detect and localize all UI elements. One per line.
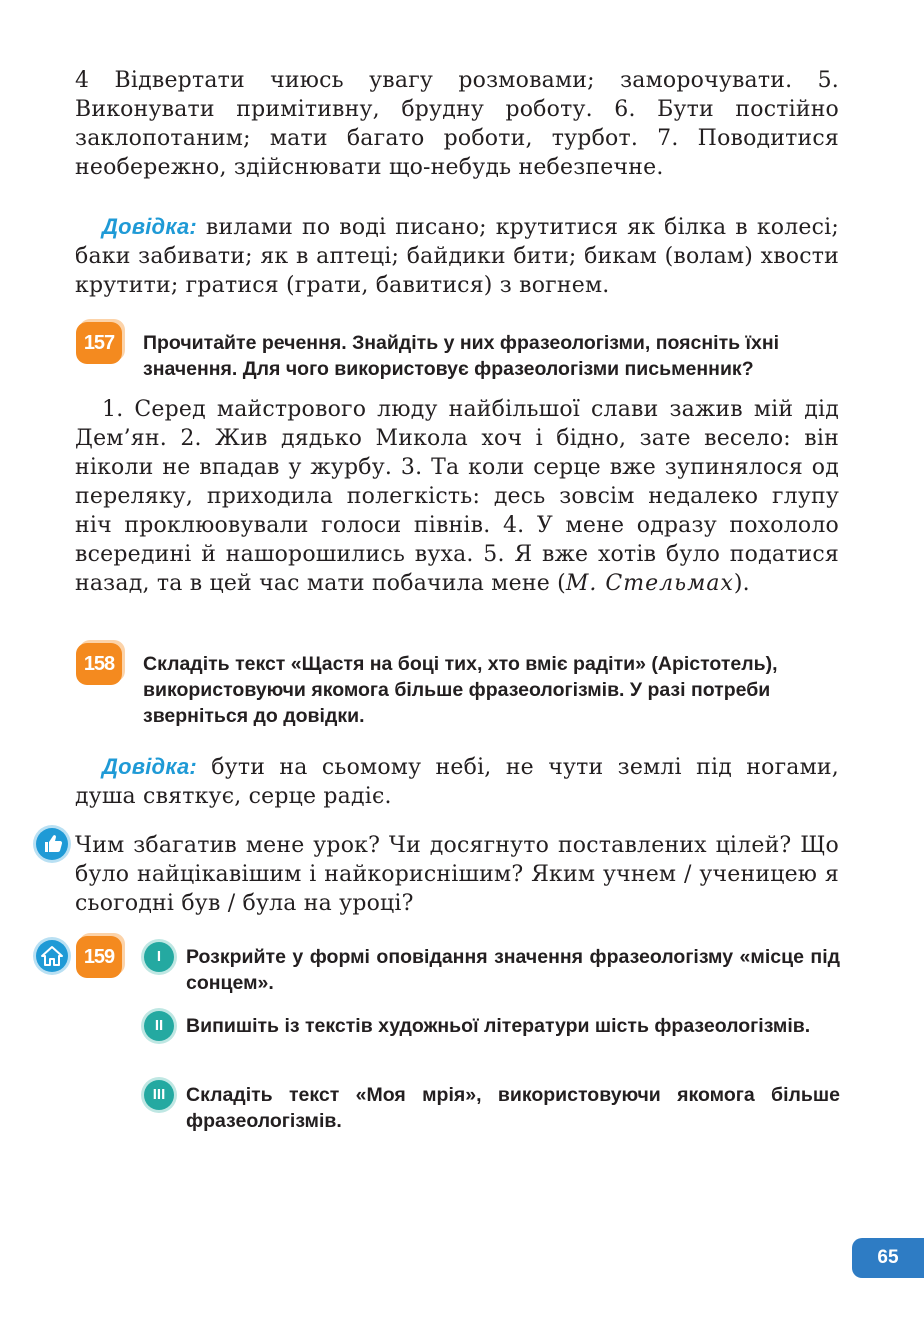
exercise-task: Складіть текст «Щастя на боці тих, хто вміє радіти» (Арістотель), використовуючи якомога більше фразеологізмів. У разі потреби зверніться до довідки. xyxy=(143,653,778,727)
reference-text: вилами по воді писано; крутитися як білка в колесі; баки забивати; як в аптеці; байдики бити; бикам (волам) хвости крутити; гратися (грати, бавитися) з вогнем. xyxy=(75,215,839,298)
level-task: Складіть текст «Моя мрія», використовуючи якомога більше фразеологізмів. xyxy=(186,1084,840,1132)
exercise-text-body: 1. Серед майстрового люду найбільшої слави зажив мій дід Дем’ян. 2. Жив дядько Микола хоч і бідно, зате весело: він ніколи не впадав у журбу. 3. Та коли серце вже зупинялося од переляку, приходила полегкість: десь зовсім недалеко глупу ніч проклюовували голоси півнів. 4. У мене одразу похололо всередині й нашорошились вуха. 5. Я вже хотів було податися назад, та в цей час мати побачила мене ( xyxy=(75,397,839,596)
level-badge: II xyxy=(144,1011,174,1041)
reference-label: Довідка: xyxy=(102,754,197,779)
house-icon xyxy=(36,940,68,972)
exercise-number-badge: 157 xyxy=(76,322,122,364)
level-task: Випишіть із текстів художньої літератури шість фразеологізмів. xyxy=(186,1015,811,1037)
intro-paragraph: 4 Відвертати чиюсь увагу розмовами; заморочувати. 5. Виконувати примітивну, брудну роботу. 6. Бути постійно заклопотаним; мати багато роботи, турбот. 7. Поводитися необережно, здійснювати що-небудь небезпечне. xyxy=(75,68,839,180)
exercise-number-badge: 159 xyxy=(76,936,122,978)
level-badge: III xyxy=(144,1080,174,1110)
page-number: 65 xyxy=(852,1238,924,1278)
reflection-text: Чим збагатив мене урок? Чи досягнуто поставлених цілей? Що було найцікавішим і найкориснішим? Яким учнем / ученицею я сьогодні був / була на уроці? xyxy=(75,833,839,916)
exercise-text-end: ). xyxy=(733,571,750,596)
exercise-number-badge: 158 xyxy=(76,643,122,685)
exercise-text xyxy=(75,395,839,598)
level-badge: I xyxy=(144,942,174,972)
reference-block xyxy=(75,212,839,300)
author-name: М. Стельмах xyxy=(565,571,734,596)
reference-text: бути на сьомому небі, не чути землі під ногами, душа святкує, серце радіє. xyxy=(75,755,839,809)
thumbs-up-icon xyxy=(36,828,68,860)
exercise-task: Прочитайте речення. Знайдіть у них фразеологізми, поясніть їхні значення. Для чого використовує фразеологізми письменник? xyxy=(143,332,780,380)
level-task: Розкрийте у формі оповідання значення фразеологізму «місце під сонцем». xyxy=(186,946,840,994)
reference-block xyxy=(75,752,839,811)
reference-label: Довідка: xyxy=(102,214,197,239)
